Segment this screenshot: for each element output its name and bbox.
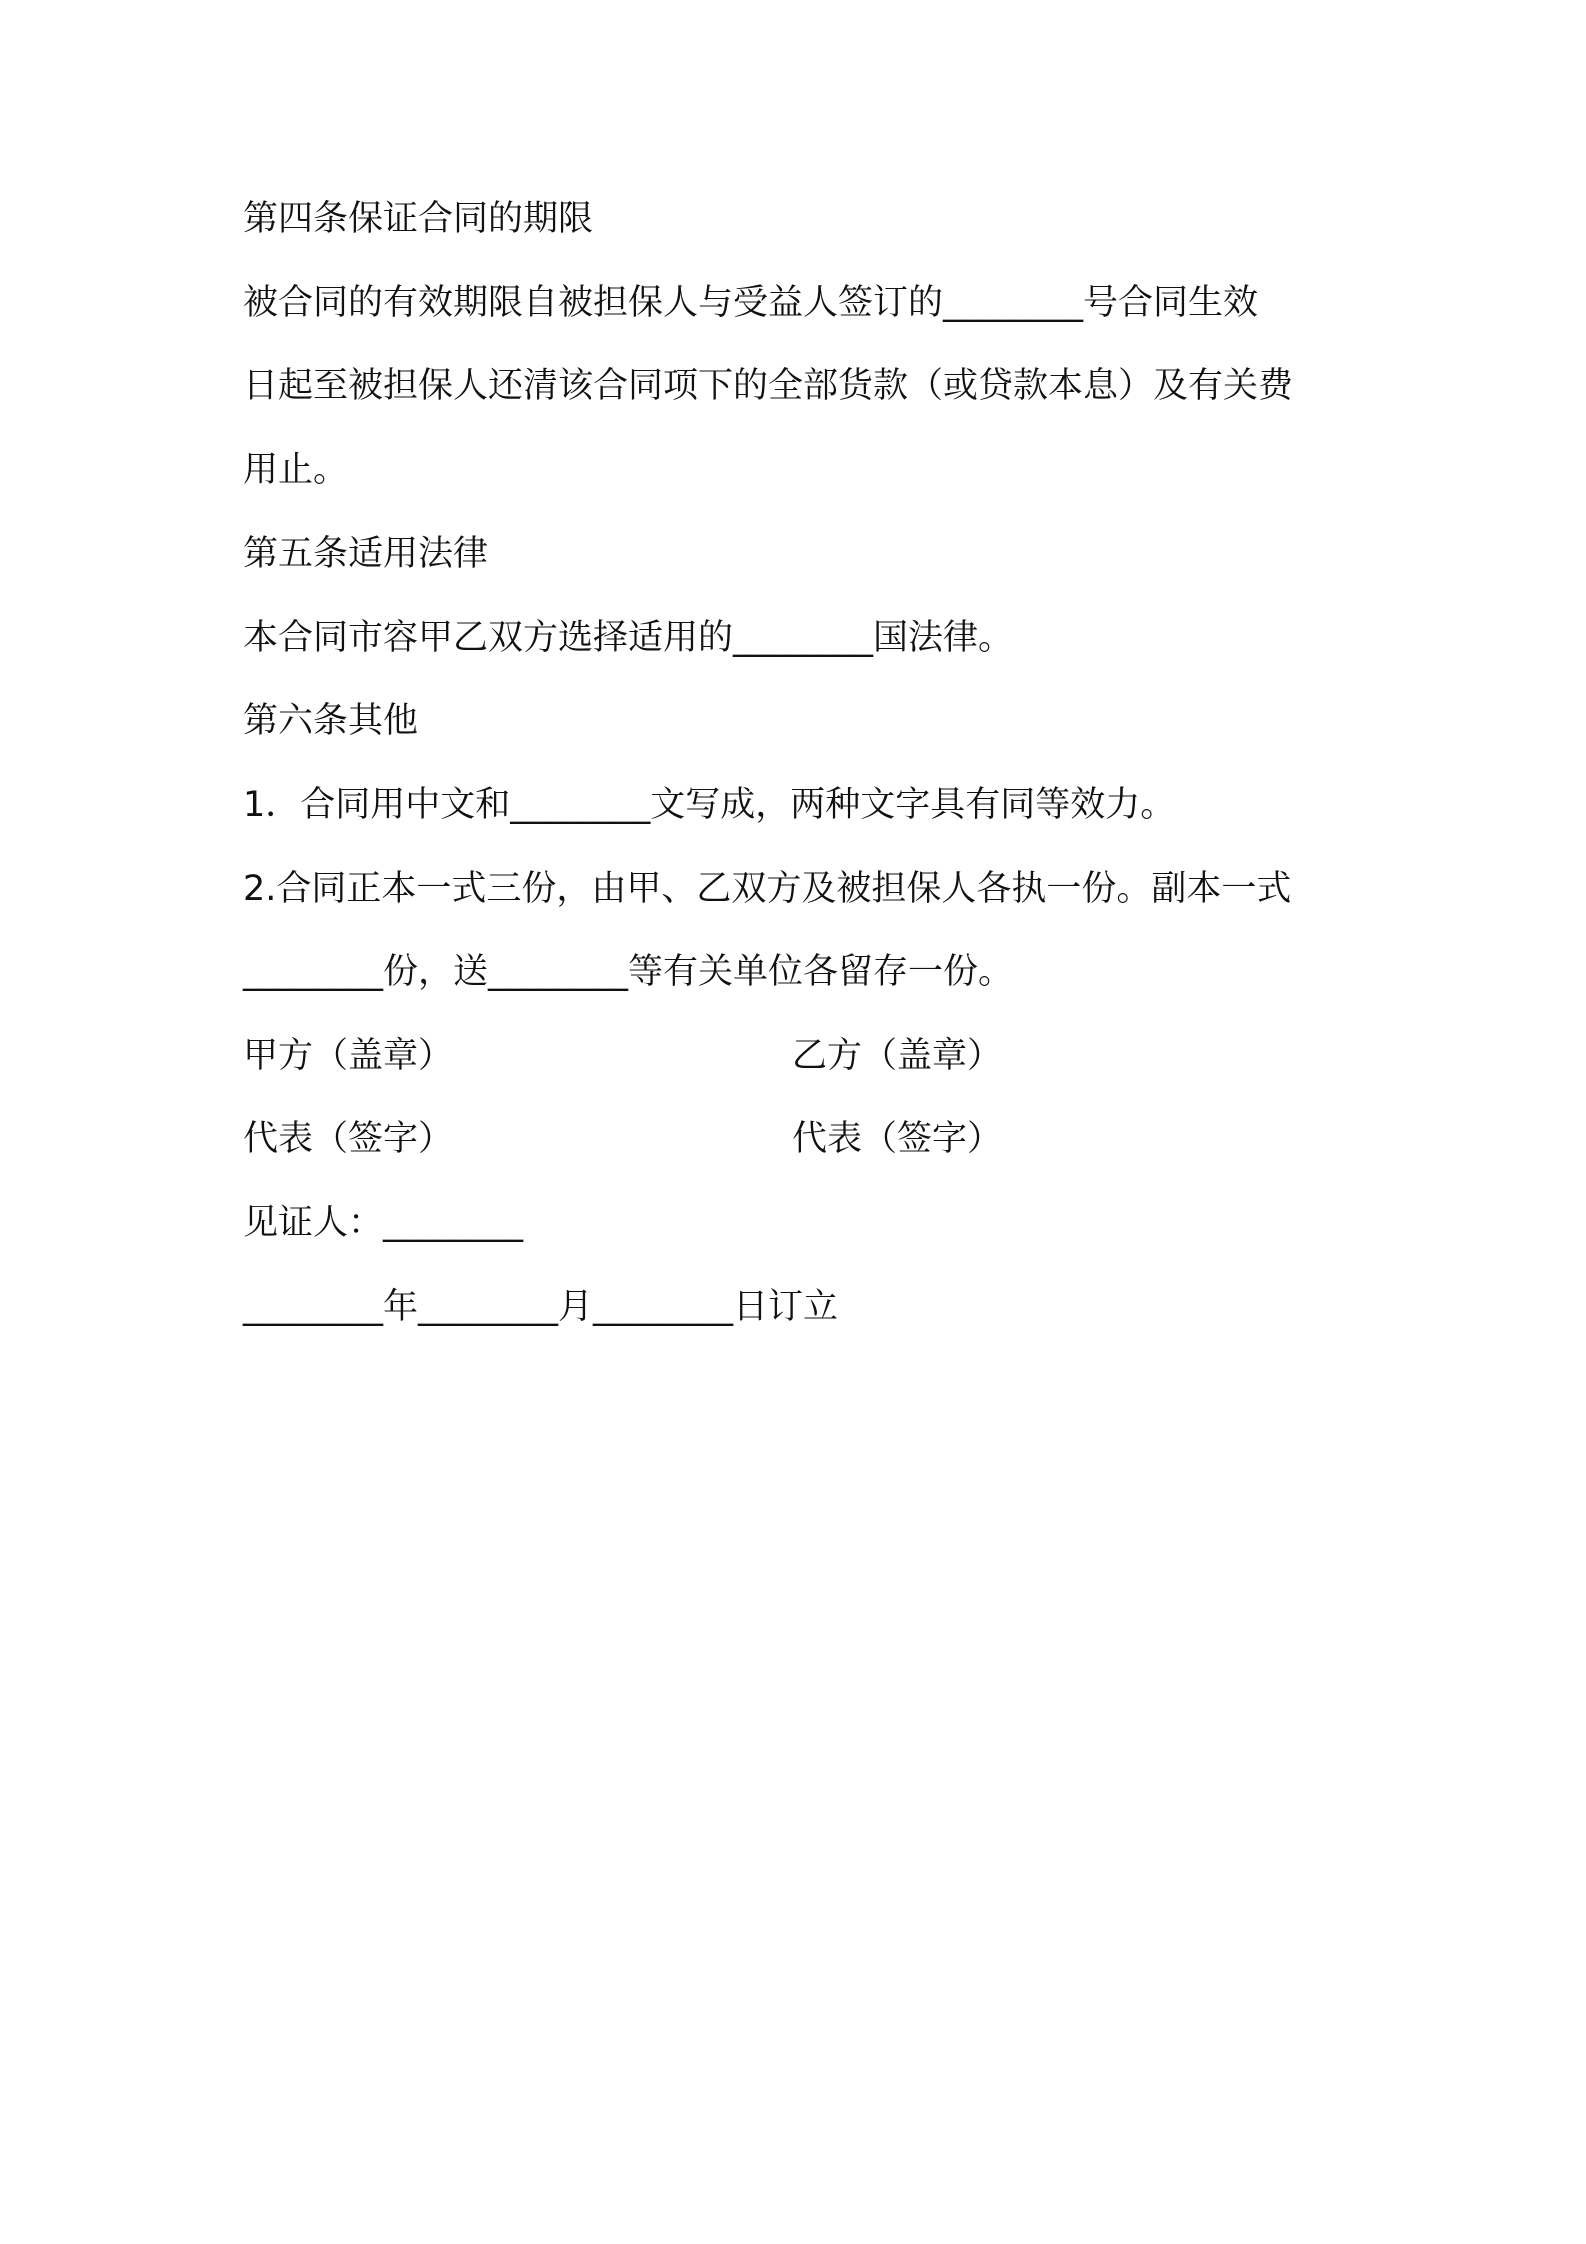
article5-body: 本合同市容甲乙双方选择适用的________国法律。: [243, 618, 1014, 658]
article4-heading: 第四条保证合同的期限: [243, 199, 594, 239]
article6-item-2-line-2: ________份，送________等有关单位各留存一份。: [243, 952, 1014, 992]
seal-row: [243, 1035, 1363, 1077]
signing-date: ________年________月________日订立: [243, 1287, 839, 1327]
witness-line: 见证人：________: [243, 1203, 524, 1243]
party-a-representative: 代表（签字）: [243, 1119, 454, 1159]
article4-body-line-2: 日起至被担保人还清该合同项下的全部货款（或贷款本息）及有关费: [243, 366, 1294, 406]
article6-heading: 第六条其他: [243, 701, 419, 741]
article5-heading: 第五条适用法律: [243, 534, 489, 574]
article6-item-2-line-1: 2.合同正本一式三份，由甲、乙双方及被担保人各执一份。副本一式: [243, 869, 1292, 909]
article4-body-line-1: 被合同的有效期限自被担保人与受益人签订的________号合同生效: [243, 283, 1259, 323]
party-b-seal: 乙方（盖章）: [792, 1036, 1003, 1076]
party-a-seal: 甲方（盖章）: [243, 1036, 454, 1076]
party-b-representative: 代表（签字）: [792, 1119, 1003, 1159]
article4-body-line-3: 用止。: [243, 450, 349, 490]
representative-row: [243, 1118, 1363, 1160]
article6-item-1: 1．合同用中文和________文写成，两种文字具有同等效力。: [243, 785, 1176, 825]
